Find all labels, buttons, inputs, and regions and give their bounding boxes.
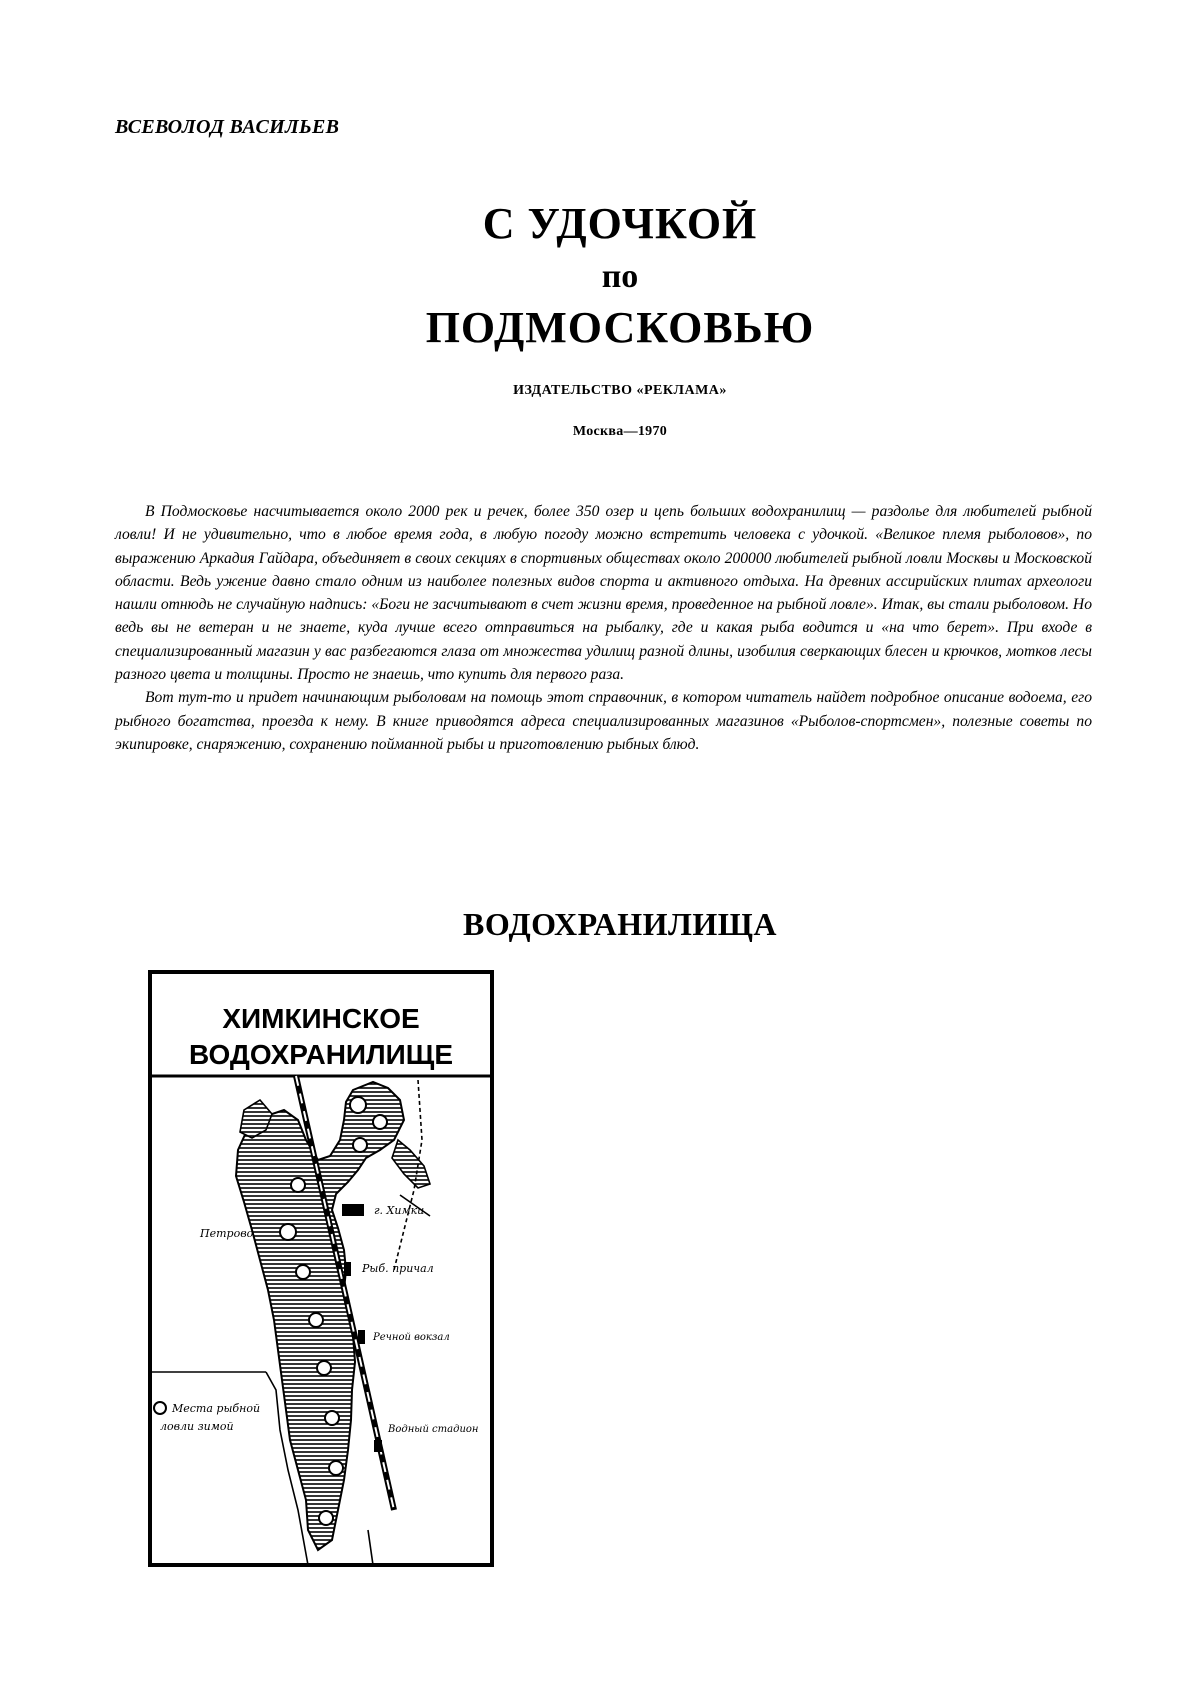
- river-station-marker: [358, 1330, 365, 1344]
- label-fish-pier: Рыб. причал: [362, 1262, 434, 1275]
- reservoir-map: [148, 970, 494, 1567]
- label-town: г. Химки: [374, 1204, 425, 1217]
- book-title-line2: по: [601, 258, 639, 295]
- book-title-line3: ПОДМОСКОВЬЮ: [425, 303, 815, 352]
- label-village: Петрово: [200, 1227, 254, 1240]
- label-river-station: Речной вокзал: [373, 1332, 450, 1343]
- book-title-line1: С УДОЧКОЙ: [482, 199, 758, 248]
- paragraph-2: Вот тут-то и придет начинающим рыболовам на помощь этот справочник, в котором читатель найдет подробное описание водоема, его рыбного богатства, проезда к нему. В книге приводятся адреса специализированных магазинов «Рыболов-спортсмен», полезные советы по экипировке, снаряжению, сохранению пойманной рыбы и приготовлению рыбных блюд.: [115, 689, 1092, 753]
- legend-circle-icon: [154, 1402, 166, 1414]
- legend-line2: ловли зимой: [160, 1420, 234, 1433]
- town-marker: [342, 1204, 364, 1216]
- author-name: ВСЕВОЛОД ВАСИЛЬЕВ: [115, 116, 340, 138]
- legend-line1: Места рыбной: [172, 1402, 261, 1415]
- label-water-stadium: Водный стадион: [388, 1424, 479, 1435]
- city-year: Москва—1970: [572, 424, 668, 439]
- map-title-line1: ХИМКИНСКОЕ: [222, 1003, 420, 1034]
- map-title-line2: ВОДОХРАНИЛИЩЕ: [188, 1039, 454, 1070]
- publisher: ИЗДАТЕЛЬСТВО «РЕКЛАМА»: [513, 383, 727, 398]
- paragraph-1: В Подмосковье насчитывается около 2000 рек и речек, более 350 озер и цепь больших водохранилищ — раздолье для любителей рыбной ловли! И не удивительно, что в любое время года, в любую погоду можно встретить человека с удочкой. «Великое племя рыболовов», по выражению Аркадия Гайдара, объединяет в своих секциях в спортивных обществах около 200000 любителей рыбной ловли Москвы и Московской области. Ведь ужение давно стало одним из наиболее полезных видов спорта и активного отдыха. На древних ассирийских плитах археологи нашли отнюдь не случайную надпись: «Боги не засчитывают в счет жизни время, проведенное на рыбной ловле». Итак, вы стали рыболовом. Но ведь вы не ветеран и не знаете, куда лучше всего отправиться на рыбалку, где и какая рыба водится и «на что берет». При входе в специализированный магазин у вас разбегаются глаза от множества удилищ разной длины, изобилия сверкающих блесен и крючков, мотков лесы разного цвета и толщины. Просто не знаешь, что купить для первого раза.: [115, 503, 1092, 684]
- stadium-marker: [374, 1440, 382, 1452]
- section-heading: ВОДОХРАНИЛИЩА: [463, 906, 777, 942]
- pier-marker: [344, 1262, 351, 1276]
- intro-text: [115, 500, 1092, 756]
